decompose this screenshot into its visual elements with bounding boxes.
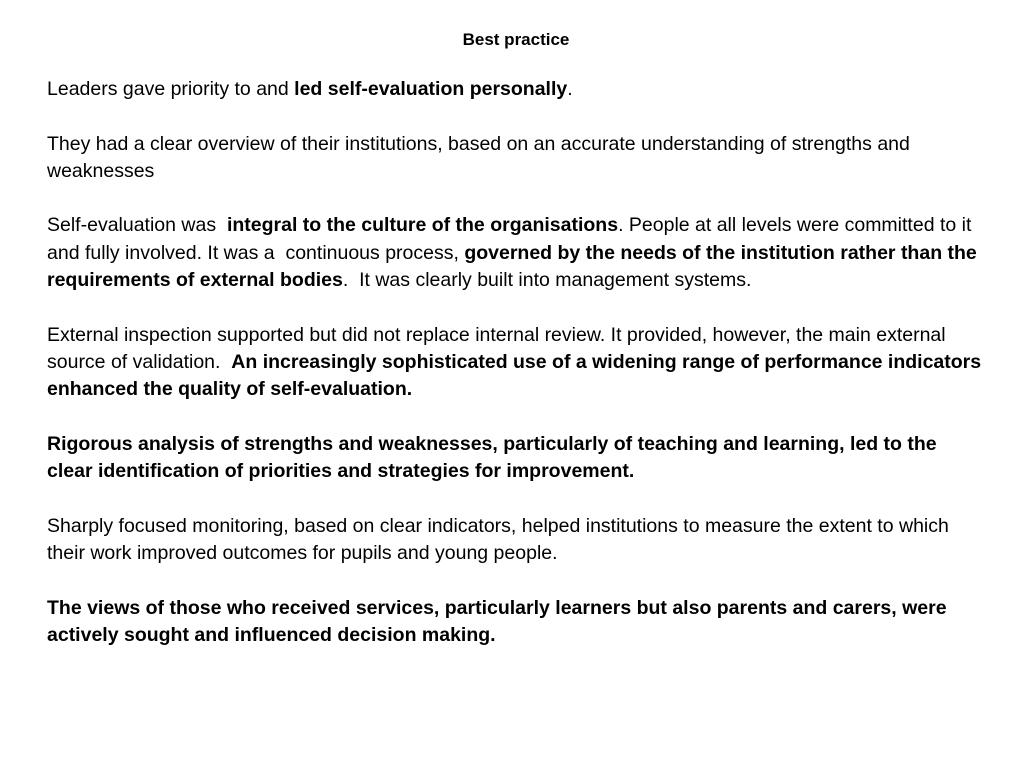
text-run: Leaders gave priority to and bbox=[47, 78, 295, 100]
text-run-bold: The views of those who received services, particularly learners but also parents and carers, were actively sought and influenced decision making. bbox=[47, 596, 947, 646]
paragraph-views bbox=[47, 595, 987, 650]
paragraph-rigorous-analysis bbox=[47, 431, 987, 486]
text-run-bold: An increasingly sophisticated use of a widening range of performance indicators enhanced the quality of self-evaluation. bbox=[47, 350, 982, 401]
text-run: . People at all levels were committed to it and fully involved. It was a continuous process, bbox=[47, 214, 977, 264]
slide-title: Best practice bbox=[462, 30, 570, 49]
slide-body bbox=[47, 76, 987, 649]
paragraph-external-inspection bbox=[47, 322, 987, 404]
text-run: . It was clearly built into management systems. bbox=[342, 269, 752, 292]
text-run: . bbox=[567, 78, 573, 100]
text-run-bold: integral to the culture of the organisations bbox=[226, 214, 619, 237]
text-run-bold: Rigorous analysis of strengths and weaknesses, particularly of teaching and learning, led to the clear identification of priorities and strategies for improvement. bbox=[47, 432, 937, 483]
text-run: Self-evaluation was bbox=[47, 214, 227, 237]
paragraph-leaders bbox=[47, 76, 987, 103]
text-run-bold: led self-evaluation personally bbox=[294, 78, 568, 100]
paragraph-overview bbox=[47, 131, 987, 186]
paragraph-monitoring bbox=[47, 513, 987, 568]
text-run: They had a clear overview of their institutions, based on an accurate understanding of strengths and weaknesses bbox=[47, 132, 910, 182]
paragraph-self-evaluation bbox=[47, 212, 987, 294]
text-run-bold: governed by the needs of the institution rather than the requirements of external bodies bbox=[47, 241, 977, 292]
text-run: External inspection supported but did not replace internal review. It provided, however, the main external source of validation. bbox=[47, 323, 952, 373]
text-run: Sharply focused monitoring, based on clear indicators, helped institutions to measure the extent to which their work improved outcomes for pupils and young people. bbox=[47, 514, 949, 565]
